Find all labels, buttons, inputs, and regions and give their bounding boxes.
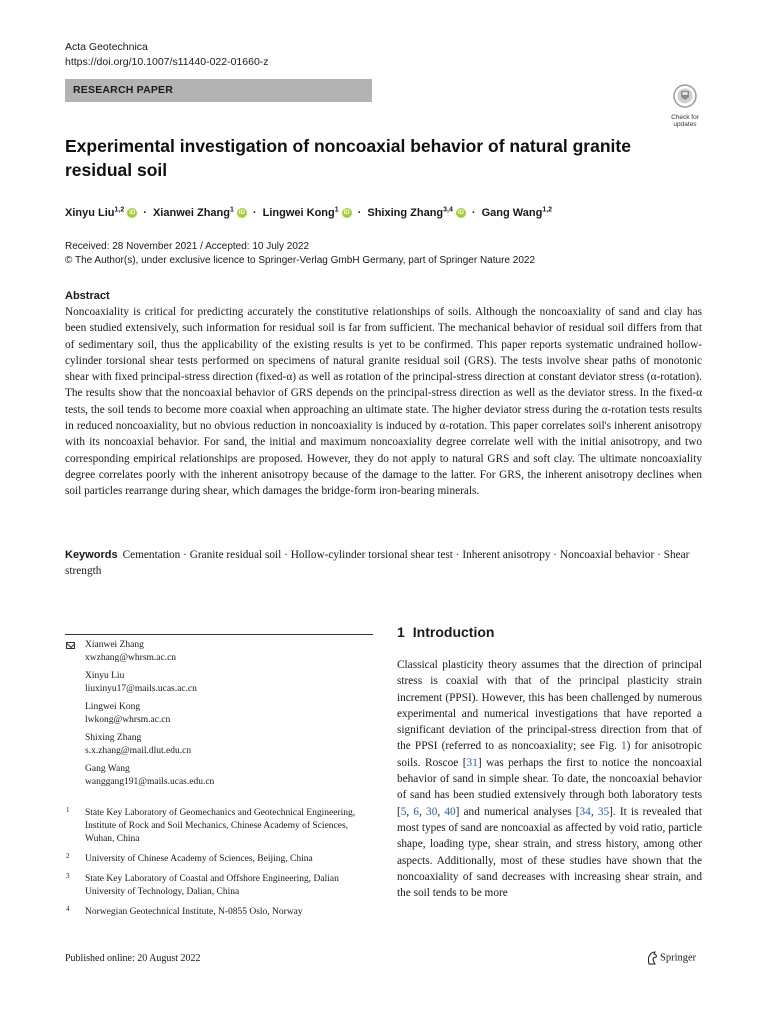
- copyright-notice: © The Author(s), under exclusive licence to Springer-Verlag GmbH Germany, part of Springer Nature 2022: [65, 255, 535, 266]
- doi-link[interactable]: https://doi.org/10.1007/s11440-022-01660-z: [65, 56, 269, 68]
- author: Lingwei Kong$^1$: [262, 206, 339, 219]
- column-divider: [65, 634, 373, 635]
- contact-name: Xianwei Zhang: [85, 640, 144, 650]
- author: Gang Wang$^{1,2}$: [481, 206, 553, 219]
- publisher-logo: Springer: [646, 951, 696, 965]
- affiliations: [65, 807, 375, 926]
- citation-link[interactable]: 30: [426, 805, 438, 818]
- published-date: Published online: 20 August 2022: [65, 953, 201, 964]
- contact-entry: [65, 763, 375, 789]
- citation-link[interactable]: 5: [400, 805, 407, 818]
- envelope-icon: [66, 642, 75, 649]
- springer-horse-icon: [646, 951, 658, 965]
- contact-entry: [65, 639, 375, 665]
- contact-email[interactable]: liuxinyu17@mails.ucas.ac.cn: [85, 684, 197, 694]
- contact-entry: [65, 701, 375, 727]
- orcid-icon[interactable]: iD: [238, 209, 245, 216]
- author-list: Xinyu Liu$^{1,2}$ iD · Xianwei Zhang$^1$ iD · Lingwei Kong$^1$ iD · Shixing Zhang$^{3,4}$ iD · Gang Wang$^{1,2}$: [65, 206, 553, 219]
- contact-email[interactable]: wanggang191@mails.ucas.edu.cn: [85, 777, 215, 787]
- article-type-banner: RESEARCH PAPER: [65, 79, 372, 102]
- keywords-list: Cementation · Granite residual soil · Hollow-cylinder torsional shear test · Inherent anisotropy · Noncoaxial behavior · Shear strength: [65, 549, 690, 578]
- crossmark-icon: [673, 84, 697, 108]
- contact-entry: [65, 732, 375, 758]
- orcid-icon[interactable]: iD: [343, 209, 350, 216]
- contact-name: Lingwei Kong: [85, 702, 141, 712]
- contact-entry: [65, 670, 375, 696]
- affiliation-item: 3 State Key Laboratory of Coastal and Offshore Engineering, Dalian University of Technology, Dalian, China: [66, 872, 339, 897]
- keywords: [65, 547, 702, 580]
- received-accepted-dates: Received: 28 November 2021 / Accepted: 10 July 2022: [65, 241, 310, 252]
- citation-link[interactable]: 31: [466, 756, 478, 769]
- citation-link[interactable]: 6: [413, 805, 420, 818]
- contact-email[interactable]: xwzhang@whrsm.ac.cn: [85, 653, 177, 663]
- affiliation-item: 2 University of Chinese Academy of Sciences, Beijing, China: [66, 852, 313, 864]
- keywords-label: Keywords: [65, 549, 118, 561]
- paper-title: Experimental investigation of noncoaxial behavior of natural granite residual soil: [65, 136, 631, 180]
- contact-email[interactable]: lwkong@whrsm.ac.cn: [85, 715, 171, 725]
- contact-name: Gang Wang: [85, 764, 130, 774]
- crossmark-badge[interactable]: [667, 84, 703, 128]
- affiliation-item: 1 State Key Laboratory of Geomechanics and Geotechnical Engineering, Institute of Rock and Soil Mechanics, Chinese Academy of Sciences, Wuhan, China: [66, 806, 356, 844]
- introduction-text: Classical plasticity theory assumes that the direction of principal stress is coaxial with that of the principal plasticity strain increment (PPSI). However, this has been challenged by numerous experimental and numerical investigations that have reported a significant deviation of the principal-stress direction from that of the PPSI (referred to as noncoaxiality; see Fig. 1) for anisotropic soils. Roscoe [31] was perhaps the first to notice the noncoaxial behavior of sand in simple shear. To date, the noncoaxial behavior of sand has been studied extensively through both laboratory tests [5, 6, 30, 40] and numerical analyses [34, 35]. It is revealed that most types of sand are noncoaxial as affected by void ratio, particle shape, loading type, shear strain, and stress history, among other aspects. Additionally, most of these studies have shown that the noncoaxiality of sand decreases with increasing shear strain, and the soil tends to be more: [397, 659, 703, 900]
- abstract-text: Noncoaxiality is critical for predicting accurately the constitutive relationships of soils. Although the noncoaxiality of sand and clay has been studied extensively, such information for residual soil is far from sufficient. The mechanical behavior of residual soil differs from that of sedimentary soil, thus the applicability of the existing results is yet to be confirmed. This paper reports systematic undrained hollow-cylinder torsional shear tests performed on specimens of natural granite residual soil (GRS). The tests involve shear paths of monotonic shear with fixed principal-stress direction (fixed-α) as well as rotation of the principal-stress direction at constant deviator stress (α-rotation). The results show that the noncoaxial behavior of GRS depends on the principal-stress direction as well as the deviator stress. In the fixed-α tests, the soil tends to become more coaxial when approaching an ultimate state. The higher deviator stress during the α-rotation tests results in reduced noncoaxiality, but no obvious reduction in noncoaxiality is induced by α-rotation. This paper correlates soil's inherent anisotropy with its noncoaxial behavior. For sand, the initial and maximum noncoaxiality degree correlate well with the initial anisotropy, and two corresponding empirical relationships are proposed. However, they do not apply to natural GRS and soft clay. The ultimate noncoaxiality degree correlates poorly with the inherent anisotropy because of the damage to the latter. For GRS, the inherent anisotropy declines when soil particles rearrange during shear, which damages the bridge-form iron-bearing minerals.: [65, 306, 702, 498]
- contact-name: Xinyu Liu: [85, 671, 125, 681]
- author: Xianwei Zhang$^1$: [152, 206, 234, 219]
- citation-link[interactable]: 34: [579, 805, 591, 818]
- journal-name: Acta Geotechnica: [65, 41, 148, 53]
- contact-name: Shixing Zhang: [85, 733, 142, 743]
- author: Shixing Zhang$^{3,4}$: [367, 206, 453, 219]
- section-heading-introduction: 1 Introduction: [397, 624, 495, 640]
- crossmark-label: Check for updates: [671, 114, 699, 128]
- author-contacts: [65, 639, 375, 794]
- citation-link[interactable]: 40: [444, 805, 456, 818]
- orcid-icon[interactable]: iD: [457, 209, 464, 216]
- affiliation-item: 4 Norwegian Geotechnical Institute, N-0855 Oslo, Norway: [66, 905, 303, 917]
- orcid-icon[interactable]: iD: [129, 209, 136, 216]
- contact-email[interactable]: s.x.zhang@mail.dlut.edu.cn: [85, 746, 192, 756]
- citation-link[interactable]: 35: [597, 805, 610, 818]
- abstract-heading: Abstract: [65, 290, 110, 302]
- author: Xinyu Liu$^{1,2}$: [65, 206, 125, 219]
- figure-ref-link[interactable]: 1: [620, 740, 627, 753]
